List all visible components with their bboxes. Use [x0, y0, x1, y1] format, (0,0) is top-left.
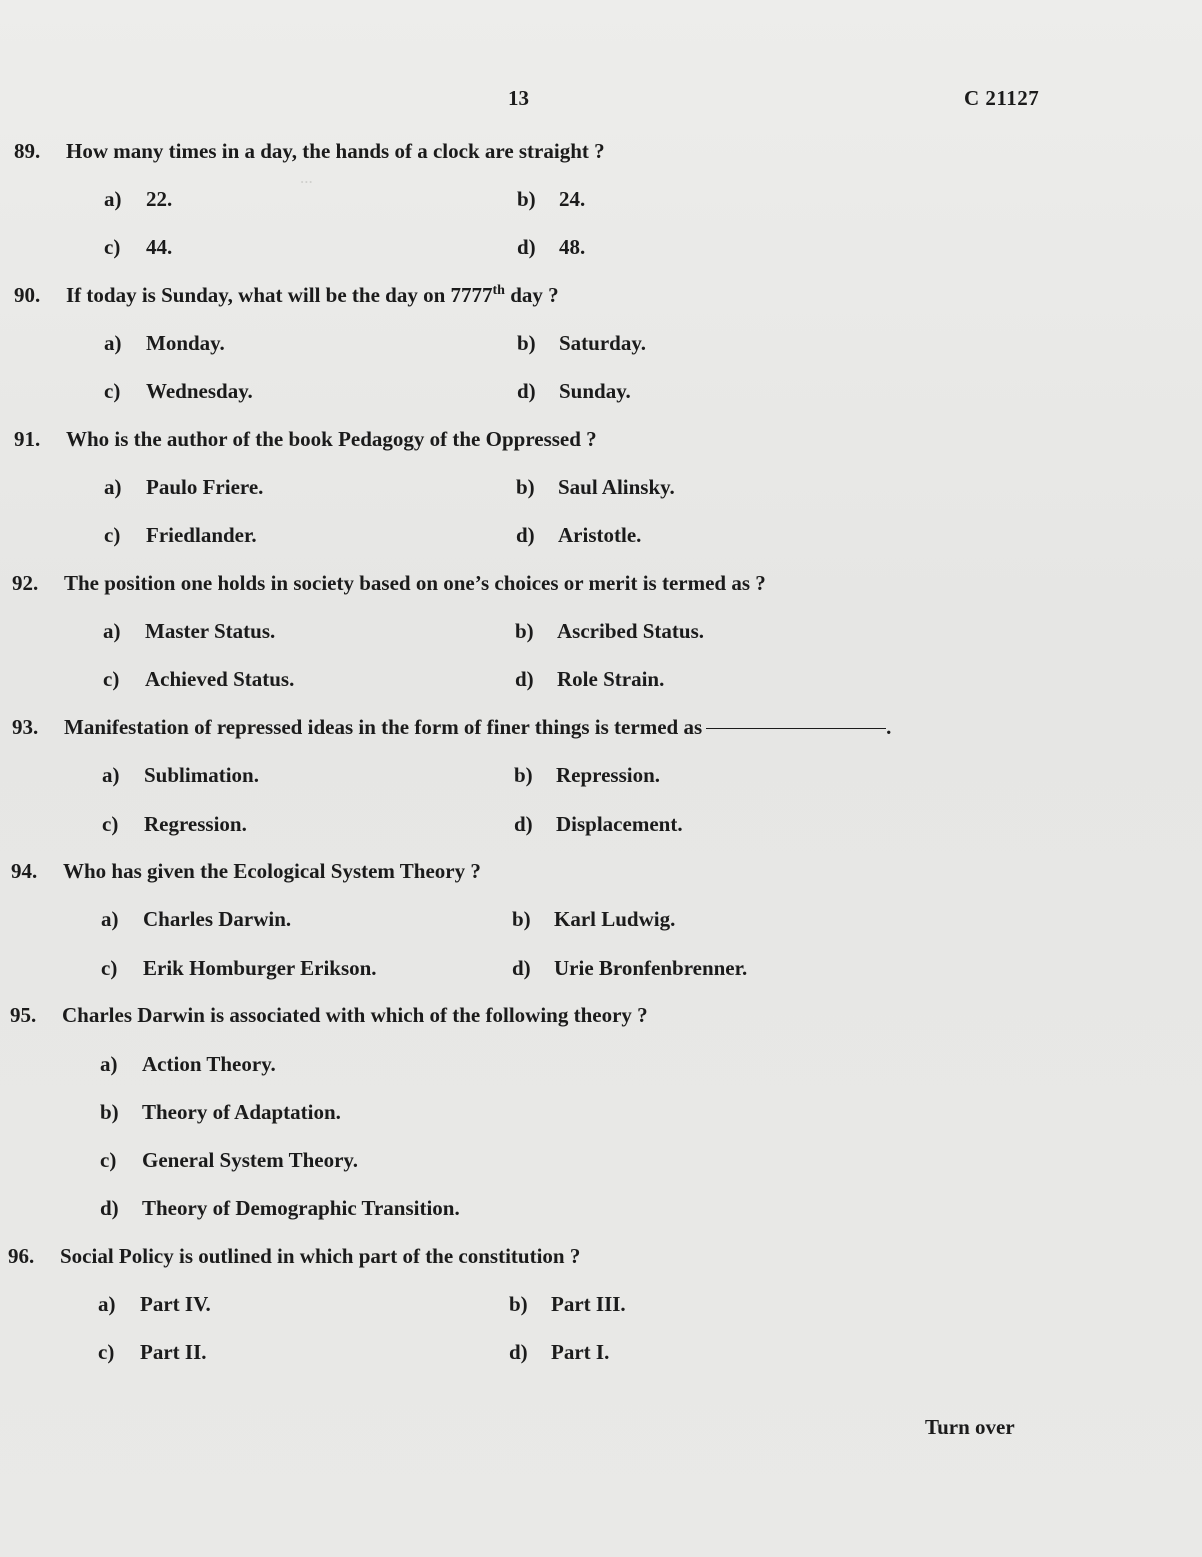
question-text: Manifestation of repressed ideas in the form of finer things is termed as — [64, 715, 703, 739]
option-d: d) Theory of Demographic Transition. — [100, 1196, 460, 1220]
question-text: Who has given the Ecological System Theory ? — [63, 859, 481, 883]
option-c: c) Regression. — [102, 812, 247, 836]
option-d: d) Displacement. — [514, 812, 683, 836]
question-number: 90. — [14, 283, 41, 307]
option-d: d) Aristotle. — [516, 523, 642, 547]
question-number: 92. — [12, 571, 39, 595]
question-93 — [12, 715, 891, 740]
option-c: c) Wednesday. — [104, 379, 253, 403]
option-c: c) Erik Homburger Erikson. — [101, 956, 377, 980]
option-a: a) Master Status. — [103, 619, 276, 643]
option-c: c) Friedlander. — [104, 523, 257, 547]
question-superscript: th — [492, 283, 505, 298]
paper-code: C 21127 — [964, 86, 1040, 110]
option-a: a) Action Theory. — [100, 1052, 276, 1076]
bleed-through-1: ... — [300, 168, 313, 187]
question-number: 89. — [14, 139, 41, 163]
question-text-end: day ? — [504, 283, 559, 307]
option-d: d) Sunday. — [517, 379, 631, 403]
question-number: 94. — [11, 859, 38, 883]
option-b: b) 24. — [517, 187, 586, 211]
option-a: a) Paulo Friere. — [104, 475, 264, 499]
option-b: b) Repression. — [514, 763, 661, 787]
question-92 — [12, 571, 766, 596]
turn-over-note: Turn over — [925, 1415, 1015, 1439]
question-number: 93. — [12, 715, 39, 739]
option-d: d) 48. — [517, 235, 586, 259]
question-89 — [14, 139, 605, 164]
option-d: d) Part I. — [509, 1340, 610, 1364]
question-96 — [8, 1244, 580, 1269]
option-d: d) Urie Bronfenbrenner. — [512, 956, 748, 980]
question-number: 91. — [14, 427, 41, 451]
question-text: How many times in a day, the hands of a clock are straight ? — [66, 139, 605, 163]
option-b: b) Saul Alinsky. — [516, 475, 675, 499]
option-c: c) 44. — [104, 235, 173, 259]
option-a: a) Monday. — [104, 331, 225, 355]
question-text: Social Policy is outlined in which part of the constitution ? — [60, 1244, 581, 1268]
question-90 — [14, 283, 559, 308]
question-text-end: . — [886, 715, 892, 739]
question-95 — [10, 1003, 648, 1028]
option-a: a) Sublimation. — [102, 763, 259, 787]
question-94 — [11, 859, 481, 884]
option-c: c) General System Theory. — [100, 1148, 359, 1172]
option-a: a) Charles Darwin. — [101, 907, 292, 931]
question-text: If today is Sunday, what will be the day on 7777 — [66, 283, 493, 307]
question-text: Charles Darwin is associated with which of the following theory ? — [62, 1003, 648, 1027]
question-text: The position one holds in society based on one’s choices or merit is termed as ? — [64, 571, 766, 595]
option-b: b) Karl Ludwig. — [512, 907, 676, 931]
option-b: b) Saturday. — [517, 331, 646, 355]
page-number: 13 — [508, 86, 529, 110]
answer-blank — [706, 728, 886, 729]
option-a: a) 22. — [104, 187, 173, 211]
option-b: b) Part III. — [509, 1292, 626, 1316]
question-number: 95. — [10, 1003, 37, 1027]
option-c: c) Achieved Status. — [103, 667, 295, 691]
question-number: 96. — [8, 1244, 35, 1268]
option-d: d) Role Strain. — [515, 667, 665, 691]
option-c: c) Part II. — [98, 1340, 207, 1364]
question-91 — [14, 427, 597, 452]
option-a: a) Part IV. — [98, 1292, 211, 1316]
question-text: Who is the author of the book Pedagogy of the Oppressed ? — [66, 427, 597, 451]
option-b: b) Ascribed Status. — [515, 619, 705, 643]
option-b: b) Theory of Adaptation. — [100, 1100, 341, 1124]
